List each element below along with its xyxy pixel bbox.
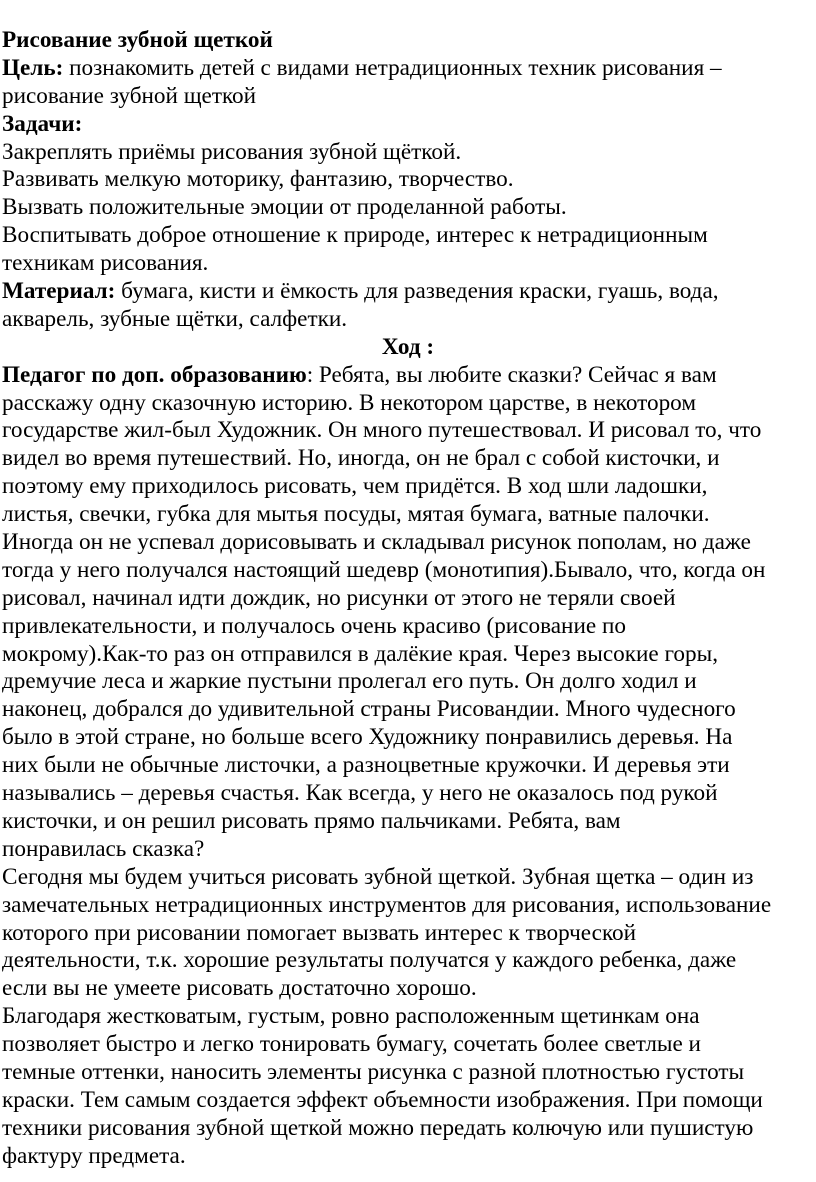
task-item: техникам рисования. xyxy=(2,250,209,277)
body-text-line: техники рисования зубной щеткой можно передать колючую или пушистую xyxy=(2,1114,754,1141)
body-text-line: мокрому).Как-то раз он отправился в далёкие края. Через высокие горы, xyxy=(2,640,718,667)
task-item: Вызвать положительные эмоции от проделанной работы. xyxy=(2,194,567,221)
goal-label: Цель: xyxy=(2,54,64,81)
task-item: Воспитывать доброе отношение к природе, интерес к нетрадиционным xyxy=(2,222,708,249)
body-text-line: понравилась сказка? xyxy=(2,835,205,862)
body-text-line: поэтому ему приходилось рисовать, чем придётся. В ход шли ладошки, xyxy=(2,473,708,500)
body-text-line: фактуру предмета. xyxy=(2,1142,186,1169)
task-item: Развивать мелкую моторику, фантазию, творчество. xyxy=(2,166,514,193)
course-heading: Ход : xyxy=(381,333,435,360)
teacher-line xyxy=(2,362,814,390)
material-line-1 xyxy=(2,278,814,306)
body-text-line: замечательных нетрадиционных инструментов для рисования, использование xyxy=(2,891,772,918)
body-text-line: кисточки, и он решил рисовать прямо пальчиками. Ребята, вам xyxy=(2,807,621,834)
body-text-line: видел во время путешествий. Но, иногда, он не брал с собой кисточки, и xyxy=(2,445,720,472)
body-text-line: расскажу одну сказочную историю. В некотором царстве, в некотором xyxy=(2,389,697,416)
body-text-line: тогда у него получался настоящий шедевр (монотипия).Бывало, что, когда он xyxy=(2,556,766,583)
body-text-line: наконец, добрался до удивительной страны Рисовандии. Много чудесного xyxy=(2,696,736,723)
body-text-line: Сегодня мы будем учиться рисовать зубной щеткой. Зубная щетка – один из xyxy=(2,863,754,890)
body-text-line: которого при рисовании помогает вызвать интерес к творческой xyxy=(2,919,637,946)
teacher-text: : Ребята, вы любите сказки? Сейчас я вам xyxy=(306,361,717,388)
goal-line-2: рисование зубной щеткой xyxy=(2,82,257,109)
body-text-line: Благодаря жестковатым, густым, ровно расположенным щетинкам она xyxy=(2,1003,700,1030)
goal-text-1: познакомить детей с видами нетрадиционных техник рисования – xyxy=(63,54,722,81)
body-text-line: деятельности, т.к. хорошие результаты получатся у каждого ребенка, даже xyxy=(2,947,737,974)
body-text-line: них были не обычные листочки, а разноцветные кружочки. И деревья эти xyxy=(2,752,730,779)
document-title: Рисование зубной щеткой xyxy=(2,27,273,53)
goal-line-1 xyxy=(2,55,814,83)
body-text-line: если вы не умеете рисовать достаточно хорошо. xyxy=(2,975,477,1002)
tasks-label: Задачи: xyxy=(2,110,83,137)
body-text-line: привлекательности, и получалось очень красиво (рисование по xyxy=(2,612,626,639)
body-text-line: назывались – деревья счастья. Как всегда, у него не оказалось под рукой xyxy=(2,780,718,807)
story-body xyxy=(2,390,814,1171)
body-text-line: Иногда он не успевал дорисовывать и складывал рисунок пополам, но даже xyxy=(2,529,751,556)
body-text-line: листья, свечки, губка для мытья посуды, мятая бумага, ватные палочки. xyxy=(2,501,710,528)
body-text-line: рисовал, начинал идти дождик, но рисунки от этого не теряли своей xyxy=(2,584,676,611)
body-text-line: дремучие леса и жаркие пустыни пролегал его путь. Он долго ходил и xyxy=(2,668,697,695)
material-text-1: бумага, кисти и ёмкость для разведения краски, гуашь, вода, xyxy=(115,278,719,305)
task-item: Закреплять приёмы рисования зубной щёткой. xyxy=(2,138,462,165)
teacher-label: Педагог по доп. образованию xyxy=(2,361,307,388)
body-text-line: было в этой стране, но больше всего Художнику понравились деревья. На xyxy=(2,724,733,751)
body-text-line: темные оттенки, наносить элементы рисунка с разной плотностью густоты xyxy=(2,1058,745,1085)
material-line-2: акварель, зубные щётки, салфетки. xyxy=(2,305,348,332)
body-text-line: позволяет быстро и легко тонировать бумагу, сочетать более светлые и xyxy=(2,1031,701,1058)
body-text-line: государстве жил-был Художник. Он много путешествовал. И рисовал то, что xyxy=(2,417,762,444)
material-label: Материал: xyxy=(2,278,116,305)
body-text-line: краски. Тем самым создается эффект объемности изображения. При помощи xyxy=(2,1086,763,1113)
document-page xyxy=(2,27,814,1171)
